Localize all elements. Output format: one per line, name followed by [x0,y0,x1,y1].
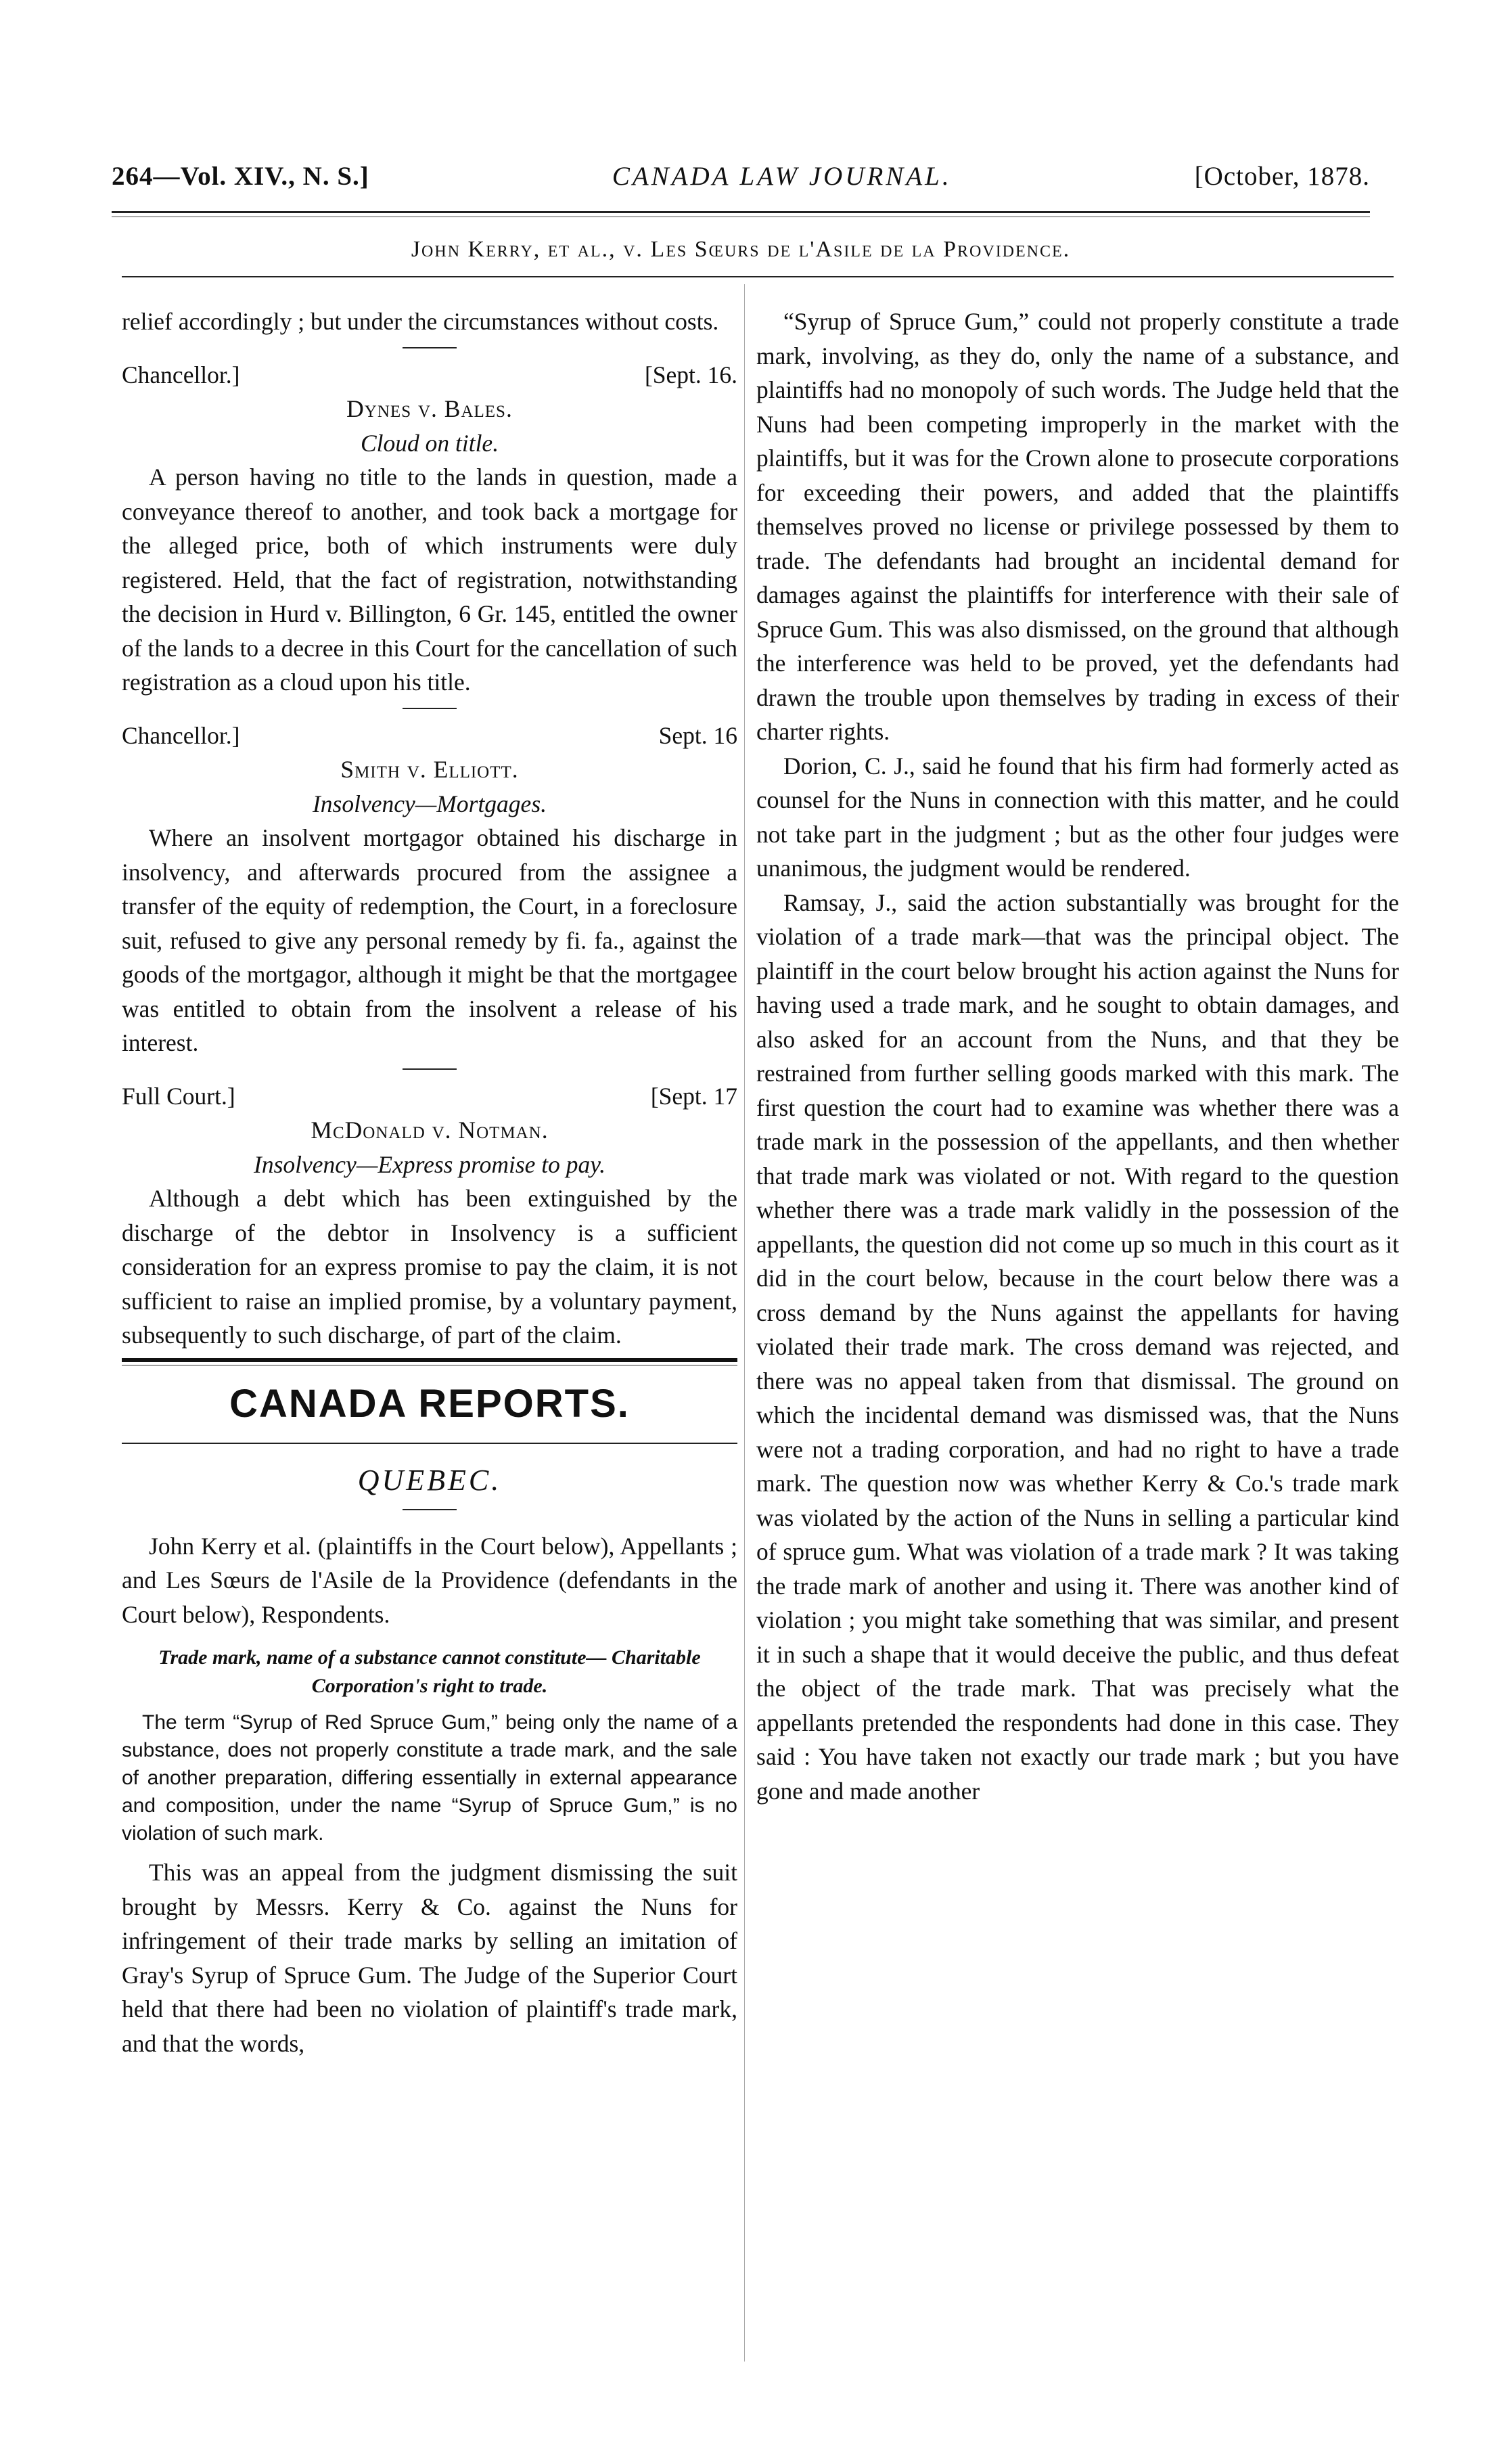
separator [403,708,457,709]
section-rule [122,1358,737,1362]
headnote-topic: Trade mark, name of a substance cannot constitute— Charitable Corporation's right to trade. [158,1646,701,1697]
case-body: Where an insolvent mortgagor obtained his discharge in insolvency, and afterwards procured from the assignee a transfer of the equity of redemption, the Court, in a foreclosure suit, refused to give any personal remedy by fi. fa., against the goods of the mortgagor, although it might be that the mortgagee was entitled to obtain from the insolvent a release of his interest. [122,824,737,1056]
case-date: Sept. 16 [658,721,737,749]
paragraph: Ramsay, J., said the action substantially was brought for the violation of a trade mark—that was the principal object. The plaintiff in the court below brought his action against the Nuns for having used a trade mark, and he sought to obtain damages, and also asked for an account from the Nuns, and that they be restrained from further selling goods marked with this mark. The first question the court had to examine was whether there was a trade mark in the possession of the appellants, and then whether that trade mark was violated or not. With regard to the question whether there was a trade mark validly in the possession of the appellants, the question did not come up so much in this court as it did in the court below, because in the court below there was a cross demand by the Nuns against the appellants for having violated their trade mark. The cross demand was rejected, and there was no appeal taken from that dismissal. The ground on which the incidental demand was dismissed was, that the Nuns were not a trading corporation, and had no right to have a trade mark. The question now was whether Kerry & Co.'s trade mark was violated by the action of the Nuns in selling a particular kind of spruce gum. What was violation of a trade mark ? It was taking the trade mark of another and using it. There was another kind of violation ; you might take something that was similar, and present it in such a shape that it would deceive the public, and thus defeat the object of the trade mark. That was precisely what the appellants pretended the respondents had done in this case. They said : You have taken not exactly our trade mark ; but you have gone and made another [756,888,1399,1805]
header-volume: 264—Vol. XIV., N. S.] [112,162,369,191]
case-court: Chancellor.] [122,721,240,749]
page-header [112,161,1370,202]
separator [403,347,457,348]
left-column [122,304,737,2060]
province-heading: QUEBEC. [357,1463,502,1497]
reports-title: CANADA REPORTS. [229,1381,630,1426]
column-divider [744,284,745,2362]
case-subject: Insolvency—Express promise to pay. [254,1150,605,1178]
case-title: McDonald v. Notman. [311,1116,549,1144]
case-header [122,1079,737,1114]
paragraph: “Syrup of Spruce Gum,” could not properly constitute a trade mark, involving, as they do, only the name of a substance, and plaintiffs had no monopoly of such words. The Judge held that the Nuns had been competing improperly in the market with the plaintiffs, but it was for the Crown alone to prosecute corporations for exceeding their powers, and added that the plaintiffs themselves proved no license or privilege possessed by them to trade. The defendants had brought an incidental demand for damages against the plaintiffs for interference with their sale of Spruce Gum. This was also dismissed, on the ground that although the interference was held to be proved, yet the defendants had drawn the trouble upon themselves by trading in excess of their charter rights. [756,308,1399,745]
case-body: Although a debt which has been extinguished by the discharge of the debtor in Insolvency is a sufficient consideration for an express promise to pay the claim, it is not sufficient to raise an implied promise, by a voluntary payment, subsequently to such discharge, of part of the claim. [122,1185,737,1349]
running-title-rule [122,276,1394,277]
paragraph: Dorion, C. J., said he found that his firm had formerly acted as counsel for the Nuns in connection with this matter, and he could not take part in the judgment ; but as the other four judges were unanimous, the judgment would be rendered. [756,752,1399,882]
case-subject: Cloud on title. [360,429,499,457]
case-court: Full Court.] [122,1082,235,1110]
case-title: Smith v. Elliott. [340,756,519,783]
case-header [122,719,737,753]
case-court: Chancellor.] [122,361,240,388]
header-rule [112,211,1370,217]
case-body: This was an appeal from the judgment dismissing the suit brought by Messrs. Kerry & Co. against the Nuns for infringement of their trade marks by selling an imitation of Gray's Syrup of Spruce Gum. The Judge of the Superior Court held that there had been no violation of plaintiff's trade mark, and that the words, [122,1859,737,2057]
case-body: A person having no title to the lands in question, made a conveyance thereof to another, and took back a mortgage for the alleged price, both of which instruments were duly registered. Held, that the fact of registration, notwithstanding the decision in Hurd v. Billington, 6 Gr. 145, entitled the owner of the lands to a decree in this Court for the cancellation of such registration as a cloud upon his title. [122,464,737,696]
separator [403,1068,457,1070]
case-date: [Sept. 17 [650,1082,737,1110]
right-column [756,304,1399,1808]
case-date: [Sept. 16. [644,361,737,388]
title-rule [122,1443,737,1444]
header-date: [October, 1878. [1194,162,1370,191]
headnote: The term “Syrup of Red Spruce Gum,” being only the name of a substance, does not properly constitute a trade mark, and the sale of another preparation, differing essentially in external appearance and composition, under the name “Syrup of Spruce Gum,” is no violation of such mark. [122,1711,737,1845]
case-header [122,358,737,392]
case-title: Dynes v. Bales. [346,395,513,422]
running-title: John Kerry, et al., v. Les Sœurs de l'Asile de la Providence. [411,237,1071,262]
header-journal-title: CANADA LAW JOURNAL. [612,162,952,191]
case-subject: Insolvency—Mortgages. [312,790,547,817]
separator [403,1509,457,1510]
opening-text: relief accordingly ; but under the circumstances without costs. [122,308,719,335]
case-parties: John Kerry et al. (plaintiffs in the Court below), Appellants ; and Les Sœurs de l'Asile de la Providence (defendants in the Court below), Respondents. [122,1532,737,1628]
